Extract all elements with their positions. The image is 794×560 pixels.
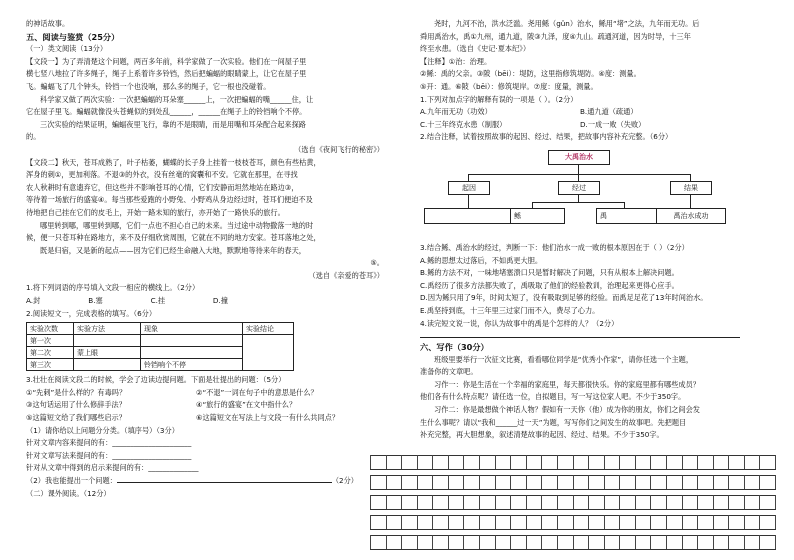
grid-cell-divider xyxy=(666,455,667,469)
connector xyxy=(532,202,624,203)
text2-line: 浑身的刺①，更加利落。不退③的外衣，没有丝毫的窝囊和不安。它就在那里，在寻找 xyxy=(26,170,298,180)
grid-cell-divider xyxy=(588,455,589,469)
table-header: 实验方法 xyxy=(74,323,141,335)
table-header: 现象 xyxy=(141,323,243,335)
grid-cell-divider xyxy=(635,535,636,549)
grid-cell-divider xyxy=(682,495,683,509)
text1-line: 科学家又做了两次实验：一次把蝙蝠的耳朵塞______上，一次把蝙蝠的嘴______住，让 xyxy=(40,94,314,104)
notes-title: 【注释】①治：治理。 xyxy=(420,56,492,66)
question-r4: 4.读完短文说一说，你认为故事中的禹是个怎样的人？（2分） xyxy=(420,318,619,328)
grid-cell-divider xyxy=(479,495,480,509)
grid-cell-divider xyxy=(759,515,760,529)
connector xyxy=(690,194,691,208)
grid-cell-divider xyxy=(635,495,636,509)
grid-cell-divider xyxy=(526,535,527,549)
grid-cell-divider xyxy=(759,475,760,489)
text2-line: 待地把自己挂在它们的皮毛上，开始一路未知的旅行，亦开始了一路快乐的旅行。 xyxy=(26,207,285,217)
grid-cell-divider xyxy=(432,495,433,509)
grid-cell-divider xyxy=(666,515,667,529)
grid-cell-divider xyxy=(463,515,464,529)
r3-option: E.禹坚持到底，十三年里三过家门而不入，费尽了心力。 xyxy=(420,305,600,315)
grid-cell-divider xyxy=(463,475,464,489)
grid-cell-divider xyxy=(697,475,698,489)
yu-label: 禹 xyxy=(600,211,607,220)
grid-cell-divider xyxy=(666,535,667,549)
grid-cell-divider xyxy=(713,515,714,529)
grid-cell-divider xyxy=(619,455,620,469)
grid-cell-divider xyxy=(775,535,776,549)
grid-cell-divider xyxy=(541,535,542,549)
grid-cell-divider xyxy=(448,535,449,549)
grid-cell-divider xyxy=(386,495,387,509)
connector xyxy=(468,174,690,175)
grid-cell-divider xyxy=(635,455,636,469)
text1-line: 【文段一】为了弄清楚这个问题，两百多年前，科学家做了一次实验。他们在一间屋子里 xyxy=(26,56,307,66)
grid-cell-divider xyxy=(526,515,527,529)
question-r1: 1.下列对加点字的解释有误的一项是（ ）。（2分） xyxy=(420,94,578,104)
q3-sub2-score: （2分） xyxy=(331,476,358,485)
grid-cell-divider xyxy=(557,535,558,549)
grid-cell-divider xyxy=(713,535,714,549)
grid-cell-divider xyxy=(495,535,496,549)
intro-line: 的神话故事。 xyxy=(26,19,70,28)
grid-cell-divider xyxy=(666,495,667,509)
grid-cell-divider xyxy=(370,515,371,529)
writing-grid[interactable] xyxy=(370,455,776,552)
table-cell[interactable] xyxy=(74,335,141,347)
q1-option: D.撞 xyxy=(212,296,228,306)
connector xyxy=(578,174,579,181)
question-1: 1.将下列词语的序号填入文段一相应的横线上。（2分） xyxy=(26,283,200,293)
grid-cell-divider xyxy=(713,475,714,489)
grid-cell-divider xyxy=(635,475,636,489)
note-line: ②鲧：禹的父亲。③陂（bēi）：堤防，这里指修筑堤防。④度：测量。 xyxy=(420,69,641,79)
grid-cell-divider xyxy=(573,535,574,549)
grid-cell-divider xyxy=(713,495,714,509)
text2-line: 既是归宿，又是新的起点——因为它们已经生命融入大地，默默地等待来年的春天， xyxy=(40,245,306,255)
prompt-1-line: 习作一：你是生活在一个幸福的家庭里，每天都很快乐。你的家庭里都有哪些成员？ xyxy=(434,379,700,389)
q3-item-row xyxy=(26,412,384,425)
grid-cell-divider xyxy=(510,535,511,549)
grid-cell-divider xyxy=(604,455,605,469)
grid-cell-divider xyxy=(728,475,729,489)
r4-answer-line[interactable] xyxy=(420,330,740,338)
result-box: 禹治水成功 xyxy=(656,208,726,224)
grid-cell-divider xyxy=(557,495,558,509)
q1-option: C.挂 xyxy=(150,296,166,306)
grid-cell-divider xyxy=(386,475,387,489)
text1-line: 三次实验的结果证明，蝙蝠夜里飞行，靠的不是眼睛，而是用嘴和耳朵配合起来探路 xyxy=(40,119,306,129)
table-cell: 第三次 xyxy=(27,359,74,371)
q3-sub-question-2 xyxy=(26,475,384,488)
grid-cell-divider xyxy=(666,475,667,489)
q3-answer-line[interactable]: 针对文章内容来提问的有：______________________ xyxy=(26,438,192,448)
question-3: 3.壮壮在阅读文段二的时候，学会了边读边提问题。下面是壮提出的问题：（5分） xyxy=(26,375,286,385)
table-cell[interactable] xyxy=(74,359,141,371)
connector xyxy=(578,194,579,202)
table-cell[interactable] xyxy=(141,347,243,359)
q3-item: ③这句话运用了什么修辞手法？ xyxy=(26,400,126,410)
q1-option: B.塞 xyxy=(88,296,103,306)
grid-cell-divider xyxy=(386,515,387,529)
grid-cell-divider xyxy=(526,475,527,489)
table-row xyxy=(27,335,294,347)
text1-line: 它在屋子里飞。蝙蝠就像没头苍蝇似的到处乱______，______在绳子上的铃铛响个不停。 xyxy=(26,107,307,117)
connector xyxy=(468,174,469,181)
r3-option: D.因为鲧只用了9年，时间太短了，没有吸取到足够的经验。而禹足足花了13年时间治水。 xyxy=(420,293,708,303)
grid-cell-divider xyxy=(775,475,776,489)
grid-cell-divider xyxy=(557,455,558,469)
grid-cell-divider xyxy=(573,455,574,469)
grid-cell-divider xyxy=(526,495,527,509)
grid-line xyxy=(370,549,776,550)
r1-option: A.九年而无功（功效） xyxy=(420,107,492,117)
grid-cell-divider xyxy=(448,515,449,529)
grid-cell-divider xyxy=(541,475,542,489)
grid-cell-divider xyxy=(588,515,589,529)
grid-cell-divider xyxy=(650,455,651,469)
grid-cell-divider xyxy=(775,495,776,509)
text3-line: 尧时，九河不治，洪水泛滥。尧用鲧（gǔn）治水，鲧用“堵”之法，九年而无功。后 xyxy=(434,19,700,28)
table-cell: 蒙上眼 xyxy=(74,347,141,359)
grid-cell-divider xyxy=(697,515,698,529)
text2-line: ⑤。 xyxy=(370,258,384,268)
grid-cell-divider xyxy=(370,455,371,469)
grid-line xyxy=(370,509,776,510)
grid-cell-divider xyxy=(759,535,760,549)
r3-option: A.鲧的思想太过落后，不如禹更大胆。 xyxy=(420,255,543,265)
text1-source: （选自《夜间飞行的秘密》） xyxy=(294,144,384,154)
grid-cell-divider xyxy=(479,475,480,489)
grid-cell-divider xyxy=(432,475,433,489)
grid-line xyxy=(370,489,776,490)
experiment-table xyxy=(26,322,294,371)
grid-cell-divider xyxy=(759,455,760,469)
grid-cell-divider xyxy=(370,535,371,549)
grid-cell-divider xyxy=(463,535,464,549)
q3-item-row xyxy=(26,387,384,400)
grid-cell-divider xyxy=(495,455,496,469)
grid-cell-divider xyxy=(417,475,418,489)
grid-cell-divider xyxy=(682,455,683,469)
diagram-label-result: 结果 xyxy=(670,181,712,195)
grid-cell-divider xyxy=(728,495,729,509)
grid-cell-divider xyxy=(697,495,698,509)
cause-answer-box[interactable] xyxy=(424,208,512,224)
text2-source: （选自《亲爱的苍耳》） xyxy=(308,270,384,280)
text2-line: 【文段二】秋天，苍耳成熟了，叶子枯萎，蝴蝶的长子身上挂着一枝枝苍耳，颜色有些枯黄， xyxy=(26,157,321,167)
grid-cell-divider xyxy=(510,455,511,469)
section-6-heading: 六、写作（30分） xyxy=(420,342,489,353)
table-cell[interactable] xyxy=(141,335,243,347)
grid-cell-divider xyxy=(650,475,651,489)
r1-option: C.十三年终克水患（制服） xyxy=(420,119,507,129)
note-line: ⑤开：通。⑥陂（bēi）：修筑堤岸。⑦度：度量，测量。 xyxy=(420,81,598,91)
grid-cell-divider xyxy=(386,535,387,549)
grid-cell-divider xyxy=(448,495,449,509)
r3-option: C.禹经历了很多方法都失败了，禹吸取了他们的经验教训，治理起来更得心应手。 xyxy=(420,280,679,290)
grid-cell-divider xyxy=(463,495,464,509)
grid-cell-divider xyxy=(744,515,745,529)
grid-cell-divider xyxy=(775,515,776,529)
right-column xyxy=(420,18,776,442)
q3-item-row xyxy=(26,399,384,412)
grid-cell-divider xyxy=(697,535,698,549)
grid-cell-divider xyxy=(417,515,418,529)
grid-cell-divider xyxy=(448,475,449,489)
grid-cell-divider xyxy=(417,495,418,509)
grid-cell-divider xyxy=(401,515,402,529)
question-2: 2.阅读短文一，完成表格的填写。（6分） xyxy=(26,308,157,318)
table-cell: 铃铛响个不停 xyxy=(141,359,243,371)
grid-cell-divider xyxy=(448,455,449,469)
grid-cell-divider xyxy=(573,495,574,509)
part-2-heading: （二）课外阅读。（12分） xyxy=(26,488,111,498)
table-header-row xyxy=(27,323,294,335)
part-1-heading: （一）类文阅读（13分） xyxy=(26,44,108,54)
question-r2: 2.结合注释，试着按照故事的起因、经过、结果，把故事内容补充完整。（6分） xyxy=(420,132,673,142)
grid-line xyxy=(370,469,776,470)
grid-cell-divider xyxy=(682,515,683,529)
grid-cell-divider xyxy=(432,455,433,469)
q3-sub2-blank[interactable] xyxy=(117,475,332,483)
grid-cell-divider xyxy=(744,455,745,469)
gun-label: 鲧 xyxy=(514,211,521,220)
grid-cell-divider xyxy=(759,495,760,509)
grid-cell-divider xyxy=(495,515,496,529)
grid-cell-divider xyxy=(370,495,371,509)
table-header: 实验次数 xyxy=(27,323,74,335)
grid-cell-divider xyxy=(510,515,511,529)
text3-line: 终至水患。（选自《史记·夏本纪》） xyxy=(420,44,531,54)
prompt-2-line: 习作二：你是最想做个神话人物？假如有一天你（他）成为你的朋友，你们之间会发 xyxy=(434,405,700,415)
grid-cell-divider xyxy=(417,535,418,549)
grid-cell-divider xyxy=(744,475,745,489)
writing-intro-line: 班级里要举行一次征文比赛，看看哪位同学是“优秀小作家”，请你任选一个主题， xyxy=(434,354,694,364)
grid-cell-divider xyxy=(713,455,714,469)
grid-cell-divider xyxy=(386,455,387,469)
grid-cell-divider xyxy=(650,535,651,549)
grid-cell-divider xyxy=(401,535,402,549)
grid-cell-divider xyxy=(728,515,729,529)
grid-cell-divider xyxy=(682,475,683,489)
story-diagram xyxy=(420,148,776,238)
connector xyxy=(690,174,691,181)
grid-cell-divider xyxy=(557,475,558,489)
grid-cell-divider xyxy=(744,495,745,509)
grid-cell-divider xyxy=(682,535,683,549)
grid-cell-divider xyxy=(463,455,464,469)
q3-sub2-text: （2）我也能提出一个问题： xyxy=(26,476,117,485)
q3-answer-line[interactable]: 针对文章写法来提问的有：______________________ xyxy=(26,450,192,460)
grid-cell-divider xyxy=(557,515,558,529)
grid-cell-divider xyxy=(619,515,620,529)
grid-cell-divider xyxy=(588,495,589,509)
grid-cell-divider xyxy=(541,515,542,529)
r1-option: D.一成一败（失败） xyxy=(580,119,646,129)
q3-item: ⑤这篇短文给了我们哪些启示？ xyxy=(26,413,126,423)
grid-cell-divider xyxy=(510,495,511,509)
grid-cell-divider xyxy=(588,475,589,489)
table-cell: 第一次 xyxy=(27,335,74,347)
grid-cell-divider xyxy=(541,455,542,469)
grid-cell-divider xyxy=(728,455,729,469)
yu-answer-box[interactable] xyxy=(596,208,657,224)
q1-options xyxy=(26,295,384,308)
text2-line: 农人秋耕时有意遗弃它，但这些并不影响苍耳的心情，它们安静而坦然地站在路边③， xyxy=(26,182,299,192)
r3-option: B.鲧的方法不对，一味地堵塞溃口只是暂时解决了问题，只有从根本上解决问题。 xyxy=(420,268,679,278)
q3-answer-line[interactable]: 针对从文章中得到的启示来提问的有：______________ xyxy=(26,463,199,473)
text2-line: 候，便一只苍耳种在路地方，来不及仔细欣赏周围，它就在不同的地方安家。苍耳落地之处， xyxy=(26,233,321,243)
grid-cell-divider xyxy=(510,475,511,489)
writing-intro-line: 准备你的文章吧。 xyxy=(420,367,478,377)
grid-cell-divider xyxy=(401,455,402,469)
grid-cell-divider xyxy=(417,455,418,469)
grid-cell-divider xyxy=(432,535,433,549)
grid-cell-divider xyxy=(604,515,605,529)
grid-cell-divider xyxy=(479,515,480,529)
grid-cell-divider xyxy=(604,475,605,489)
gun-answer-box[interactable] xyxy=(510,208,565,224)
connector xyxy=(468,194,469,208)
grid-cell-divider xyxy=(401,495,402,509)
connector xyxy=(578,164,579,174)
grid-cell-divider xyxy=(401,475,402,489)
grid-cell-divider xyxy=(479,455,480,469)
grid-cell-divider xyxy=(728,535,729,549)
grid-cell-divider xyxy=(479,535,480,549)
grid-cell-divider xyxy=(370,475,371,489)
grid-cell-divider xyxy=(541,495,542,509)
grid-cell-divider xyxy=(650,495,651,509)
grid-cell-divider xyxy=(588,535,589,549)
text1-line: 的。 xyxy=(26,132,41,142)
text2-line: 哪里转到哪，哪里转到哪，它们一点也不担心自己的未来。当过途中动物撒落一地的时 xyxy=(40,220,314,230)
r1-option: B.通九道（疏通） xyxy=(580,107,638,117)
table-cell[interactable] xyxy=(243,335,294,371)
r1-options-row xyxy=(420,119,776,132)
q3-item: ①“先刺”是什么样的？有毒吗？ xyxy=(26,387,127,397)
text1-line: 横七竖八地拉了许多绳子，绳子上系着许多铃铛，然后把蝙蝠的眼睛蒙上，让它在屋子里 xyxy=(26,69,307,79)
q3-item: ②“不退”一词在句子中的意思是什么？ xyxy=(196,387,318,397)
q3-sub-question-1: （1）请你给以上问题分分类。（填序号）（3分） xyxy=(26,425,179,435)
r1-options-row xyxy=(420,106,776,119)
table-header: 实验结论 xyxy=(243,323,294,335)
table-cell: 第二次 xyxy=(27,347,74,359)
grid-cell-divider xyxy=(619,495,620,509)
diagram-label-process: 经过 xyxy=(558,181,600,195)
prompt-2-line: 补充完整，再大胆想象，叙述清楚故事的起因、经过、结果。不少于350字。 xyxy=(420,430,664,440)
grid-cell-divider xyxy=(744,535,745,549)
text3-line: 舜用禹治水，禹①九州，通九道，陂③九泽，度④九山。疏通河道，因为时导，十三年 xyxy=(420,31,691,41)
grid-cell-divider xyxy=(604,495,605,509)
text2-line: 等待着一场旅行的盛宴④。每当那些爱跑的小野兔、小野鸡从身边经过时，苍耳们便迫不及 xyxy=(26,195,313,205)
q3-item: ④“旅行的盛宴”在文中指什么？ xyxy=(196,400,297,410)
grid-cell-divider xyxy=(775,455,776,469)
grid-cell-divider xyxy=(635,515,636,529)
grid-cell-divider xyxy=(573,475,574,489)
grid-cell-divider xyxy=(619,475,620,489)
grid-cell-divider xyxy=(432,515,433,529)
grid-cell-divider xyxy=(619,535,620,549)
grid-cell-divider xyxy=(495,495,496,509)
prompt-1-line: 他们各有什么特点呢？请任选一位，自拟题目，写一写这位家人吧。不少于350字。 xyxy=(420,392,686,402)
grid-cell-divider xyxy=(697,455,698,469)
diagram-label-cause: 起因 xyxy=(448,181,490,195)
q3-item: ⑥这篇短文在写法上与文段一有什么共同点？ xyxy=(196,413,340,423)
section-5-heading: 五、阅读与鉴赏（25分） xyxy=(26,31,120,42)
prompt-2-line: 生什么事呢？请以“我和______过一天”为题，写写你们之间发生的故事吧。先把题目 xyxy=(420,417,687,427)
grid-cell-divider xyxy=(526,455,527,469)
grid-cell-divider xyxy=(650,515,651,529)
left-column xyxy=(26,18,384,500)
question-r3: 3.结合鲧、禹治水的经过，判断一下：他们治水一成一败的根本原因在于（ ）（2分） xyxy=(420,242,689,252)
text1-line: 飞。蝙蝠飞了几个钟头，铃铛一个也没响，那么多的绳子，它一根也没碰着。 xyxy=(26,81,271,91)
grid-cell-divider xyxy=(573,515,574,529)
grid-cell-divider xyxy=(604,535,605,549)
q1-option: A.封 xyxy=(26,296,41,306)
grid-line xyxy=(370,529,776,530)
grid-cell-divider xyxy=(495,475,496,489)
diagram-title: 大禹治水 xyxy=(548,150,610,165)
